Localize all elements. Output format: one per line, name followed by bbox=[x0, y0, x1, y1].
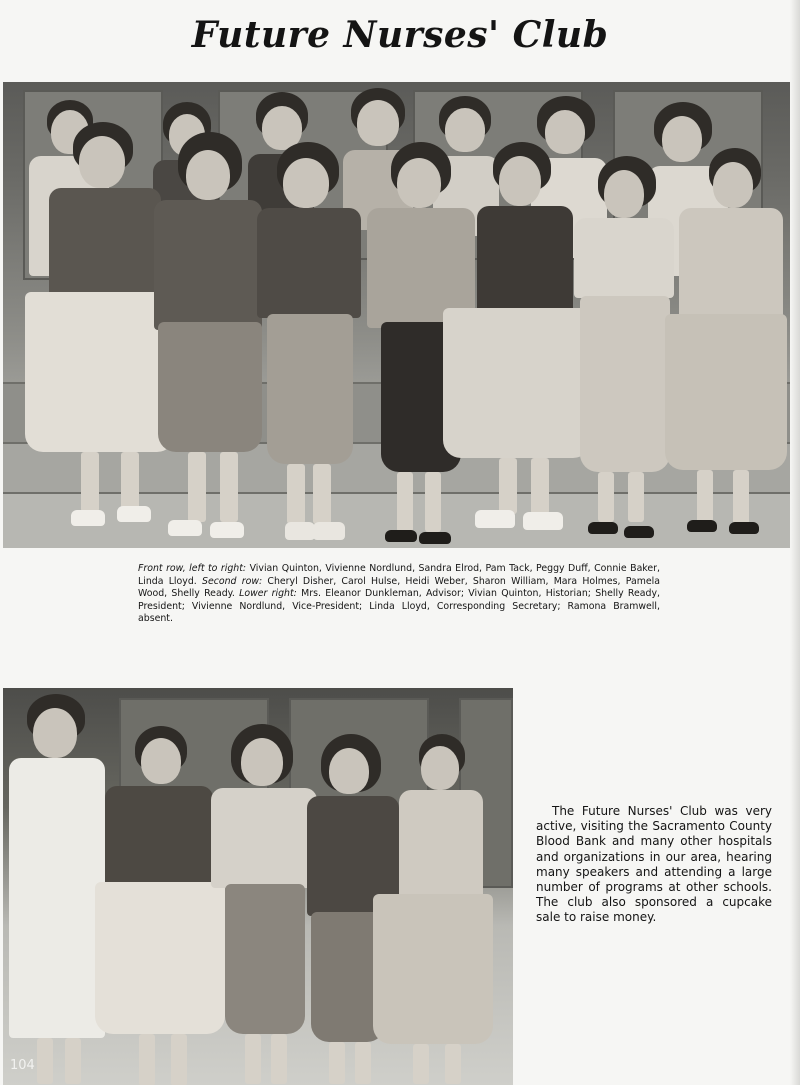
student-figure bbox=[568, 156, 678, 548]
caption-lower-right-label: Lower right: bbox=[239, 588, 297, 600]
page-edge-shadow bbox=[790, 0, 800, 1085]
student-figure bbox=[253, 142, 363, 548]
page-number: 104 bbox=[10, 1058, 35, 1073]
student-figure bbox=[665, 148, 790, 548]
officer-figure bbox=[373, 734, 493, 1084]
group-photo bbox=[3, 82, 793, 548]
page-title: Future Nurses' Club bbox=[191, 14, 609, 56]
photo-caption bbox=[138, 563, 660, 626]
caption-second-row-names: Cheryl Disher, Carol Hulse, Heidi Weber, Sharon William, Mara Holmes, Pamela Wood, Shelly Ready. bbox=[138, 575, 660, 600]
caption-front-row-label: Front row, left to right: bbox=[138, 563, 247, 574]
club-description: The Future Nurses' Club was very active, visiting the Sacramento County Blood Bank and many other hospitals and organizations in our area, hearing many speakers and attending a large number of programs at other schools. The club also sponsored a cupcake sale to raise money. bbox=[536, 804, 772, 925]
caption-front-row-names: Vivian Quinton, Vivienne Nordlund, Sandra Elrod, Pam Tack, Peggy Duff, Connie Baker, Linda Lloyd. bbox=[138, 563, 661, 587]
caption-second-row-label: Second row: bbox=[202, 575, 263, 587]
officers-photo bbox=[3, 688, 513, 1085]
caption-lower-right-names: Mrs. Eleanor Dunkleman, Advisor; Vivian Quinton, Historian; Shelly Ready, President; Vivienne Nordlund, Vice-President; Linda Lloyd, Corresponding Secretary; Ramona Bramwell, absent. bbox=[138, 588, 660, 625]
advisor-figure bbox=[7, 694, 107, 1084]
student-figure bbox=[148, 132, 268, 542]
officer-figure bbox=[95, 726, 225, 1085]
